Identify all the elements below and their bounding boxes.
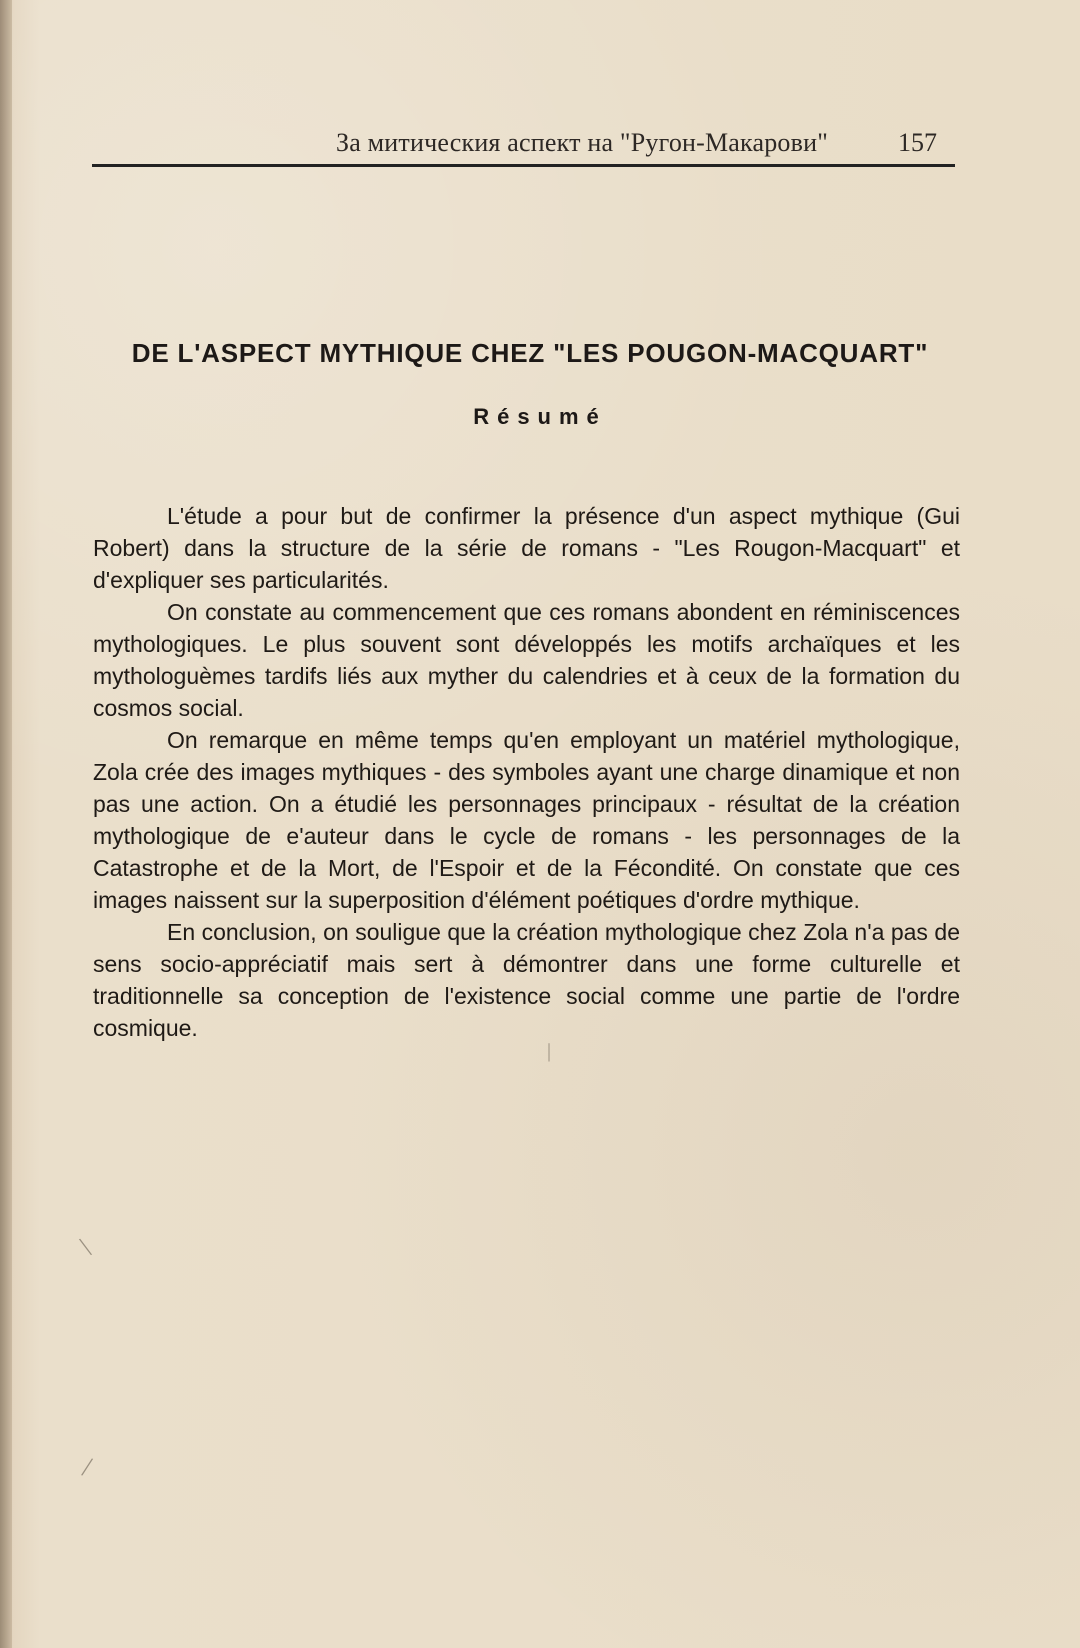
article-title: DE L'ASPECT MYTHIQUE CHEZ "LES POUGON-MACQUART"	[131, 338, 929, 368]
page-number: 157	[898, 128, 937, 157]
margin-mark-1: \	[77, 1231, 95, 1264]
margin-mark-3: |	[547, 1040, 552, 1062]
running-header	[92, 124, 955, 167]
paragraph-2: On constate au commencement que ces romans abondent en réminiscences mythologiques. Le plus souvent sont développés les motifs archaïques et les mythologuèmes tardifs liés aux myther du calendries et à ceux de la formation du cosmos social.	[93, 599, 960, 721]
paragraph-4: En conclusion, on souligue que la création mythologique chez Zola n'a pas de sens socio-appréciatif mais sert à démontrer dans une forme culturelle et traditionnelle sa conception de l'existence social comme une partie de l'ordre cosmique.	[93, 919, 960, 1041]
paragraph-1: L'étude a pour but de confirmer la présence d'un aspect mythique (Gui Robert) dans la structure de la série de romans - "Les Rougon-Macquart" et d'expliquer ses particularités.	[93, 503, 960, 593]
paragraph-3: On remarque en même temps qu'en employant un matériel mythologique, Zola crée des images mythiques - des symboles ayant une charge dinamique et non pas une action. On a étudié les personnages principaux - résultat de la création mythologique de e'auteur dans le cycle de romans - les personnages de la Catastrophe et de la Mort, de l'Espoir et de la Fécondité. On constate que ces images naissent sur la superposition d'élément poétiques d'ordre mythique.	[93, 727, 960, 913]
page-binding-edge	[0, 0, 12, 1648]
article-body	[93, 500, 960, 1044]
article-subtitle: Résumé	[473, 404, 607, 429]
running-head-title: За митическия аспект на "Ругон-Макарови"	[335, 128, 829, 157]
margin-mark-2: /	[79, 1451, 95, 1484]
